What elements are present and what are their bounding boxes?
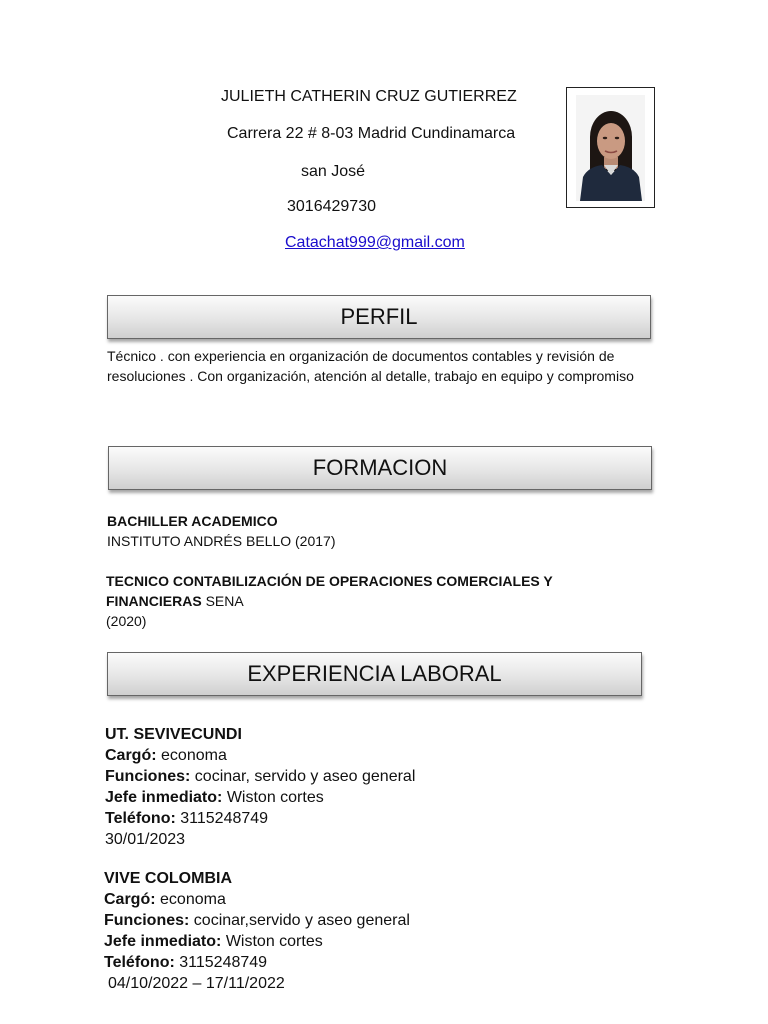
institution: SENA [205,593,244,609]
job-entry [104,868,410,994]
field-label: Teléfono: [104,954,175,971]
person-photo-icon [576,95,645,201]
degree-title: BACHILLER ACADEMICO [107,513,278,529]
field-label: Funciones: [105,768,191,785]
education-item [106,571,626,631]
job-date: 30/01/2023 [105,831,186,848]
section-title: PERFIL [340,304,418,329]
email-link[interactable]: Catachat999@gmail.com [285,234,465,251]
institution: INSTITUTO ANDRÉS BELLO (2017) [107,533,336,549]
field-label: Funciones: [104,912,190,929]
field-label: Cargó: [104,891,156,908]
address: Carrera 22 # 8-03 Madrid Cundinamarca [227,125,516,142]
reference-phone: 3115248749 [180,810,269,827]
section-title: FORMACION [312,455,448,480]
supervisor: Wiston cortes [226,789,324,806]
reference-phone: 3115248749 [179,954,268,971]
section-title: EXPERIENCIA LABORAL [247,661,502,686]
job-duties: cocinar, servido y aseo general [194,768,416,785]
education-year: (2020) [106,613,147,629]
job-position: economa [161,747,227,764]
company-name: VIVE COLOMBIA [104,870,233,887]
section-header-formacion [108,446,652,490]
section-header-experiencia [107,652,642,696]
full-name: JULIETH CATHERIN CRUZ GUTIERREZ [221,88,517,105]
phone-number: 3016429730 [287,198,376,215]
degree-title: TECNICO CONTABILIZACIÓN DE OPERACIONES COMERCIALES Y FINANCIERAS [106,573,553,609]
job-duties: cocinar,servido y aseo general [193,912,410,929]
profile-photo-frame [566,87,655,208]
field-label: Jefe inmediato: [104,933,222,950]
job-date: 04/10/2022 – 17/11/2022 [108,975,285,992]
education-item [107,511,335,551]
field-label: Jefe inmediato: [105,789,223,806]
job-position: economa [160,891,226,908]
job-entry [105,724,415,850]
neighborhood: san José [301,163,366,180]
profile-summary: Técnico . con experiencia en organización de documentos contables y revisión de resoluciones . Con organización, atención al detalle, trabajo en equipo y compromiso [107,348,634,384]
field-label: Cargó: [105,747,157,764]
section-header-perfil [107,295,651,339]
field-label: Teléfono: [105,810,176,827]
company-name: UT. SEVIVECUNDI [105,726,242,743]
supervisor: Wiston cortes [225,933,323,950]
